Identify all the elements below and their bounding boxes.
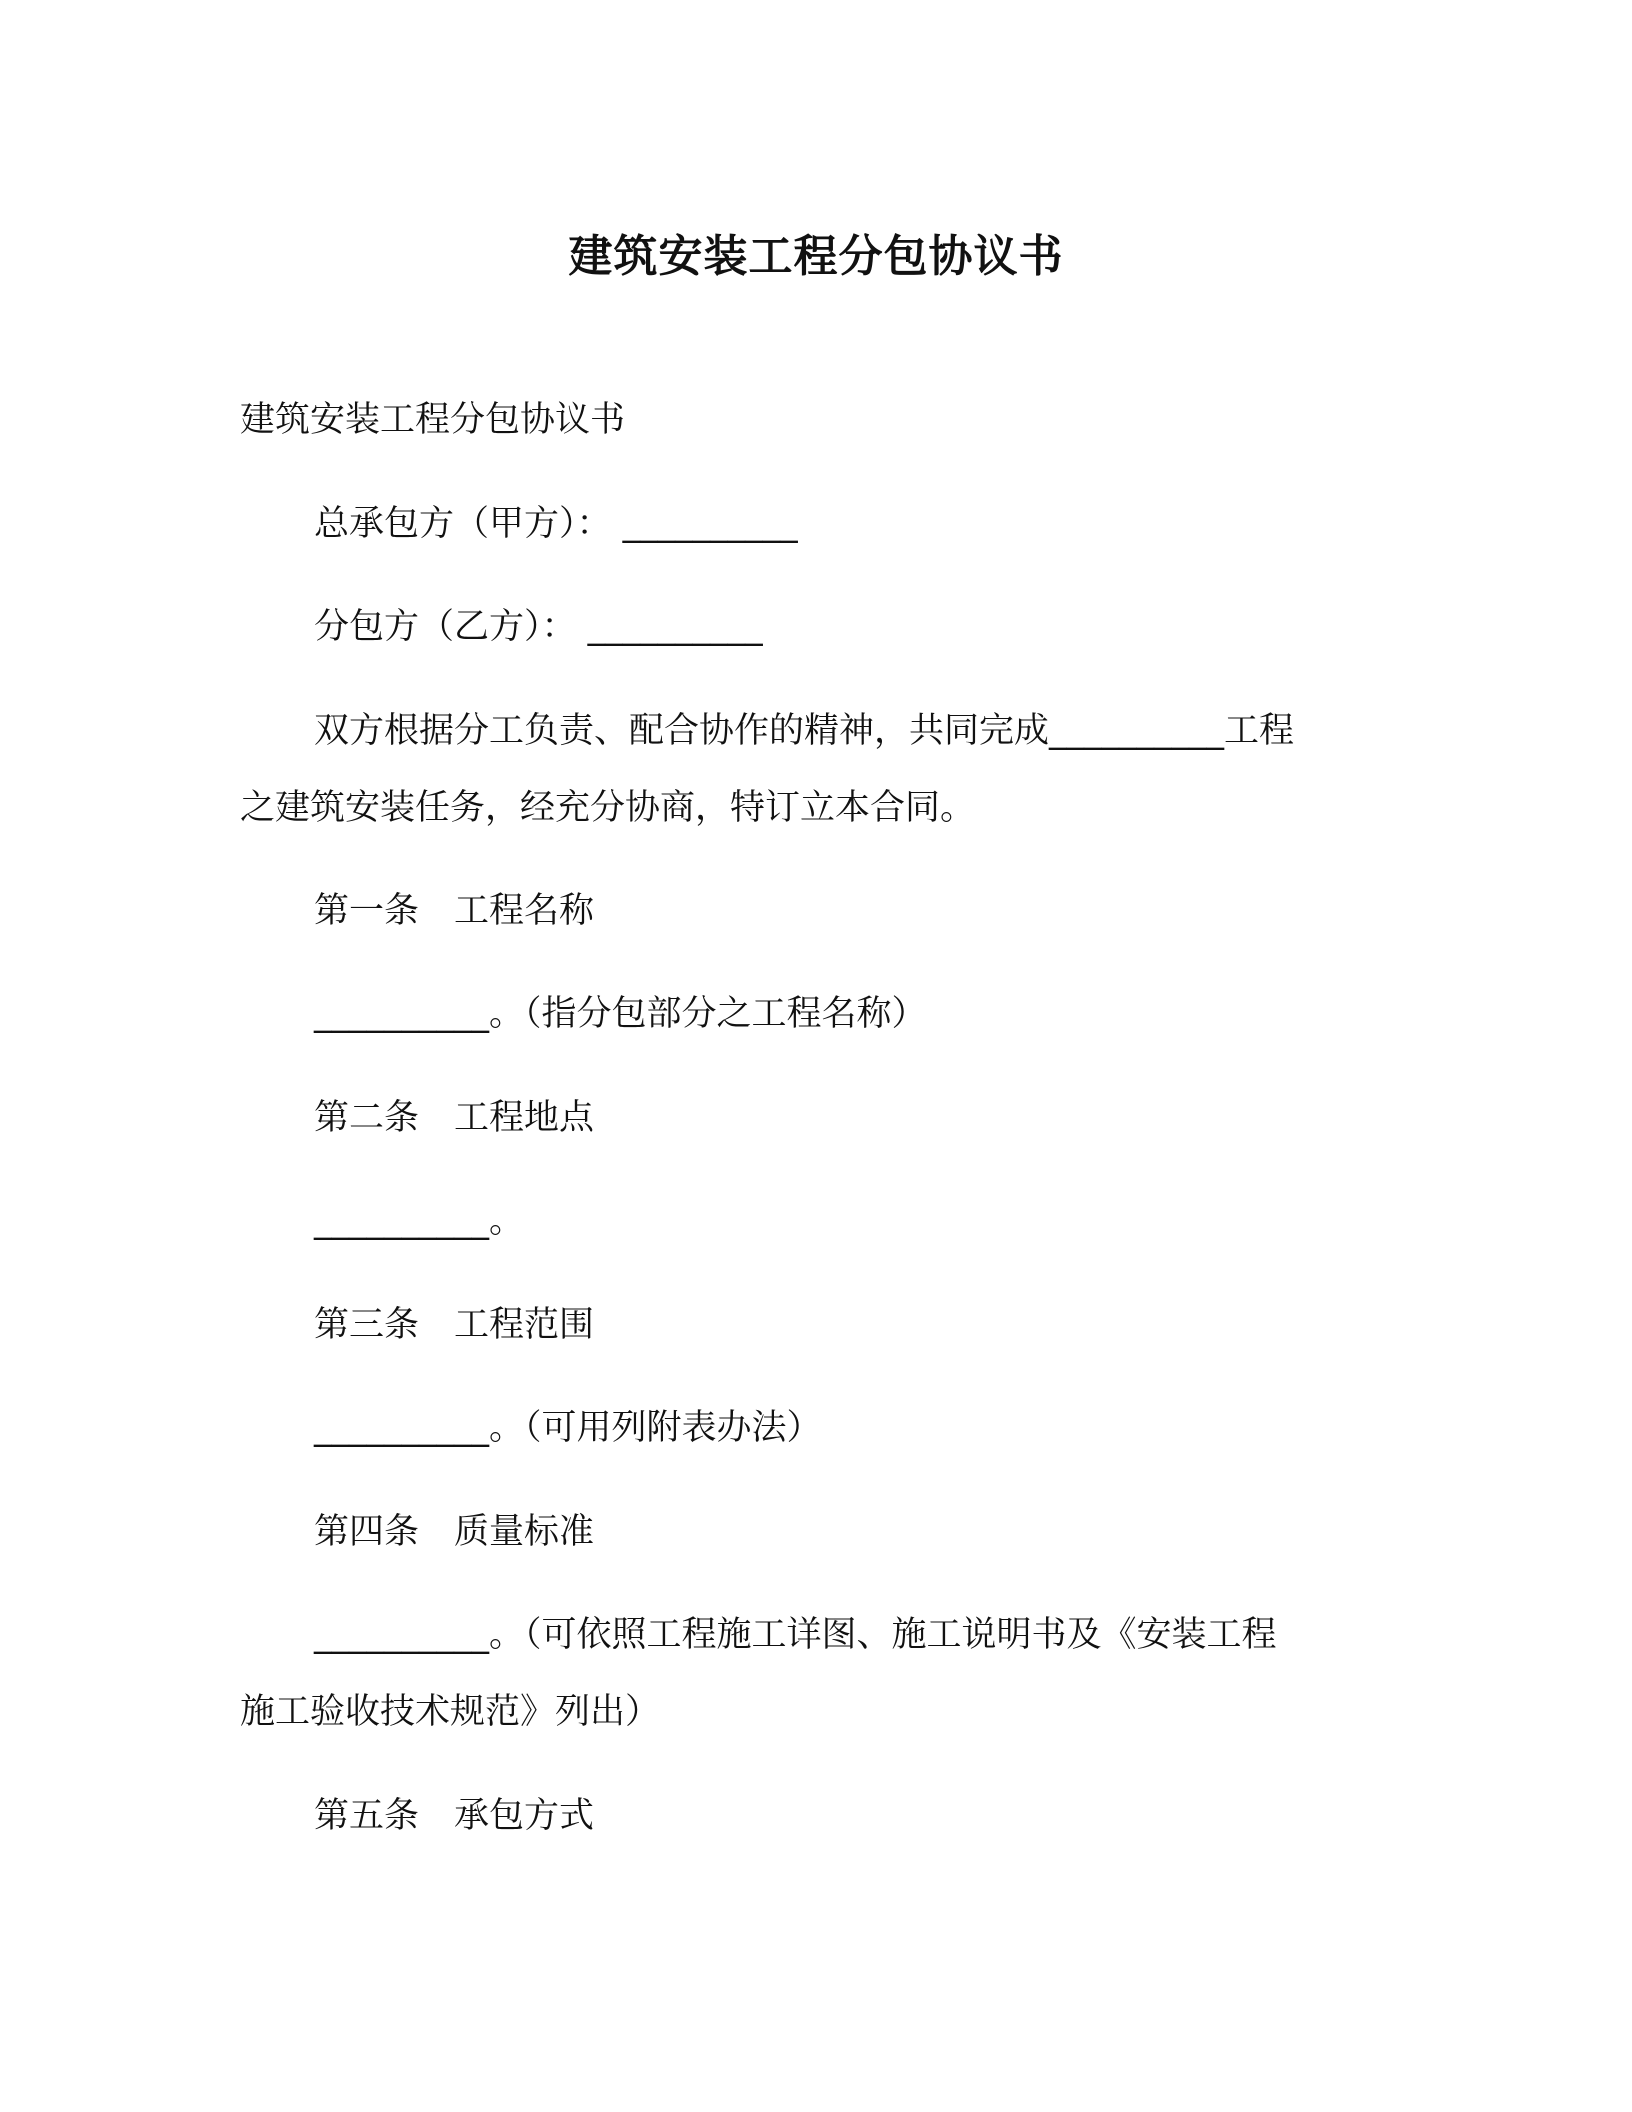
article-4-body-line-1: __________。（可依照工程施工详图、施工说明书及《安装工程	[314, 1615, 1277, 1655]
article-4-title: 第四条 质量标准	[314, 1512, 595, 1552]
article-3-title: 第三条 工程范围	[314, 1305, 595, 1345]
document-heading: 建筑安装工程分包协议书	[240, 400, 626, 440]
article-3-body: __________。（可用列附表办法）	[314, 1408, 822, 1448]
party-b-line: 分包方（乙方）： __________	[314, 607, 763, 647]
article-2-body: __________。	[314, 1201, 525, 1241]
article-2-title: 第二条 工程地点	[314, 1098, 595, 1138]
article-1-title: 第一条 工程名称	[314, 891, 595, 931]
article-1-body: __________。（指分包部分之工程名称）	[314, 994, 927, 1034]
document-title: 建筑安装工程分包协议书	[568, 231, 1064, 282]
party-a-line: 总承包方（甲方）： __________	[314, 504, 798, 544]
preamble-line-2: 之建筑安装任务，经充分协商，特订立本合同。	[240, 788, 976, 828]
article-4-body-line-2: 施工验收技术规范》列出）	[240, 1692, 661, 1732]
article-5-title: 第五条 承包方式	[314, 1796, 595, 1836]
preamble-line-1: 双方根据分工负责、配合协作的精神，共同完成__________工程	[314, 711, 1295, 751]
